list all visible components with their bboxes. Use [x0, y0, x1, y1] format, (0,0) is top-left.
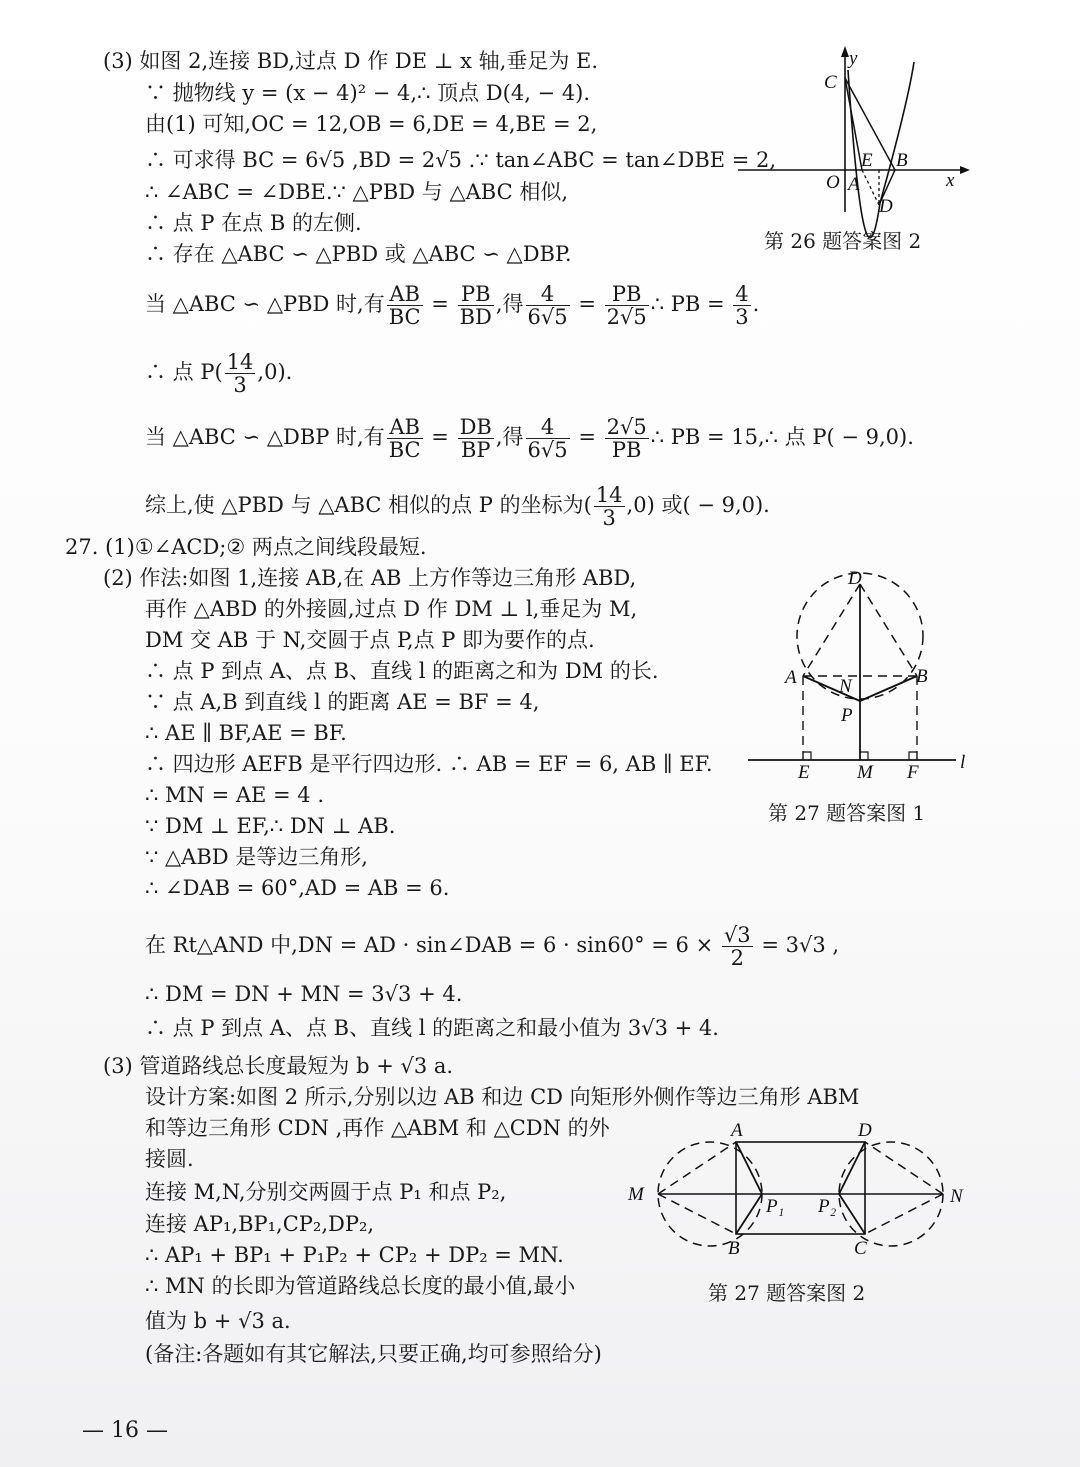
text-segment: ,得 — [495, 425, 524, 450]
text-line: 由(1) 可知,OC = 12,OB = 6,DE = 4,BE = 2, — [145, 112, 598, 136]
text-line: 27. (1)①∠ACD;② 两点之间线段最短. — [65, 535, 427, 559]
fraction: $\frac{14}{3}$ — [226, 350, 254, 398]
text-line: ∴ AE ∥ BF,AE = BF. — [145, 721, 347, 745]
formula-line — [145, 351, 292, 396]
segment-MA — [658, 1142, 736, 1194]
formula-line: 当 △ABC ∽ △PBD 时,有 $\frac{AB}{BC}$ = $\frac{PB}{BD}$ ,得 $\frac{4}{6√5}$ = $\frac{PB}{2√5}$ ∴ PB = $\frac{4}{3}$ . — [145, 282, 760, 330]
text-segment: 在 Rt△AND 中,DN = AD · sin∠DAB = 6 · sin60° = 6 × — [145, 933, 714, 958]
label-B: B — [896, 150, 908, 171]
label-E: E — [861, 150, 873, 171]
fraction: $\frac{4}{3}$ — [735, 282, 749, 330]
label-P2: P₂ — [818, 1196, 837, 1217]
label-A: A — [848, 174, 860, 195]
right-angle-E — [803, 752, 811, 760]
label-D: D — [848, 568, 862, 589]
label-y: y — [849, 48, 858, 69]
page-number: — 16 — — [82, 1418, 168, 1443]
text-segment: ,0). — [257, 360, 293, 385]
segment-CA — [845, 78, 862, 170]
label-x: x — [946, 170, 955, 191]
text-line: ∴ MN = AE = 4 . — [145, 783, 325, 807]
text-line: ∴ MN 的长即为管道路线总长度的最小值,最小 — [145, 1274, 576, 1298]
text-line: ∴ DM = DN + MN = 3√3 + 4. — [145, 982, 463, 1006]
text-segment: ,得 — [495, 292, 524, 317]
text-line: DM 交 AB 于 N,交圆于点 P,点 P 即为要作的点. — [145, 628, 595, 652]
figure-caption: 第 27 题答案图 1 — [768, 801, 926, 825]
label-C: C — [854, 1238, 867, 1259]
parabola-figure — [738, 42, 978, 217]
label-N: N — [839, 676, 852, 697]
fraction: $\frac{14}{3}$ — [595, 483, 623, 531]
text-line: ∴ 存在 △ABC ∽ △PBD 或 △ABC ∽ △DBP. — [145, 242, 572, 266]
text-line: ∴ 可求得 BC = 6√5 ,BD = 2√5 .∵ tan∠ABC = tan∠DBE = 2, — [145, 148, 777, 172]
text-line: ∴ AP₁ + BP₁ + P₁P₂ + CP₂ + DP₂ = MN. — [145, 1243, 564, 1267]
fraction: $\frac{√3}{2}$ — [723, 923, 751, 971]
equilateral-circle-figure — [748, 570, 978, 790]
fraction: $\frac{DB}{BP}$ — [459, 415, 492, 463]
text-line: 连接 AP₁,BP₁,CP₂,DP₂, — [145, 1212, 375, 1236]
label-A: A — [731, 1120, 743, 1141]
label-P: P — [841, 705, 853, 726]
text-line: ∵ DM ⊥ EF,∴ DN ⊥ AB. — [145, 814, 396, 838]
text-line: (3) 如图 2,连接 BD,过点 D 作 DE ⊥ x 轴,垂足为 E. — [103, 49, 599, 73]
label-B: B — [728, 1238, 740, 1259]
segment-DP2 — [839, 1142, 865, 1194]
label-F: F — [907, 762, 919, 783]
text-line: ∵ 点 A,B 到直线 l 的距离 AE = BF = 4, — [145, 690, 540, 714]
formula-line: 当 △ABC ∽ △DBP 时,有 $\frac{AB}{BC}$ = $\frac{DB}{BP}$ ,得 $\frac{4}{6√5}$ = $\frac{2√5}{PB}$ ∴ PB = 15,∴ 点 P( − 9,0). — [145, 415, 914, 463]
label-l: l — [960, 752, 966, 773]
text-line: 接圆. — [145, 1147, 194, 1171]
label-M: M — [857, 762, 873, 783]
text-segment: 当 △ABC ∽ △PBD 时,有 — [145, 292, 385, 317]
fraction: $\frac{AB}{BC}$ — [388, 415, 421, 463]
formula-line — [145, 484, 770, 529]
text-line: ∴ ∠ABC = ∠DBE.∵ △PBD 与 △ABC 相似, — [145, 180, 568, 204]
label-D: D — [858, 1120, 872, 1141]
text-line: 和等边三角形 CDN ,再作 △ABM 和 △CDN 的外 — [145, 1116, 610, 1140]
x-axis-arrow — [960, 166, 970, 174]
text-segment: = 3√3 , — [761, 933, 840, 958]
label-D: D — [879, 196, 893, 217]
formula-line — [145, 924, 839, 969]
text-segment: ∴ 点 P( — [145, 360, 223, 385]
segment-DA — [803, 584, 860, 676]
text-line: ∴ ∠DAB = 60°,AD = AB = 6. — [145, 876, 450, 900]
text-line: (3) 管道路线总长度最短为 b + √3 a. — [103, 1054, 454, 1078]
text-segment: ,0) 或( − 9,0). — [626, 493, 770, 518]
label-O: O — [826, 172, 840, 193]
segment-AD — [862, 170, 879, 205]
text-segment: ∴ PB = — [650, 292, 725, 317]
segment-DB — [860, 584, 917, 676]
right-angle-F — [909, 752, 917, 760]
segment-BP — [860, 676, 917, 701]
label-A: A — [785, 667, 797, 688]
figure-caption: 第 26 题答案图 2 — [764, 229, 922, 253]
fraction: $\frac{2√5}{PB}$ — [606, 415, 647, 463]
label-P1: P₁ — [766, 1196, 785, 1217]
text-line: ∴ 四边形 AEFB 是平行四边形. ∴ AB = EF = 6, AB ∥ EF. — [145, 752, 713, 776]
text-segment: 综上,使 △PBD 与 △ABC 相似的点 P 的坐标为( — [145, 493, 592, 518]
text-line: (备注:各题如有其它解法,只要正确,均可参照给分) — [145, 1342, 602, 1366]
text-segment: 当 △ABC ∽ △DBP 时,有 — [145, 425, 385, 450]
text-line: ∵ △ABD 是等边三角形, — [145, 845, 368, 869]
label-C: C — [824, 72, 837, 93]
fraction: $\frac{PB}{BD}$ — [459, 282, 492, 330]
label-M: M — [628, 1184, 644, 1205]
fraction: $\frac{AB}{BC}$ — [388, 282, 421, 330]
label-E: E — [798, 762, 810, 783]
text-line: ∴ 点 P 到点 A、点 B、直线 l 的距离之和最小值为 3√3 + 4. — [145, 1016, 719, 1040]
segment-ND — [865, 1142, 943, 1194]
text-line: ∵ 抛物线 y = (x − 4)² − 4,∴ 顶点 D(4, − 4). — [145, 81, 591, 105]
text-line: ∴ 点 P 在点 B 的左侧. — [145, 211, 362, 235]
fraction: $\frac{4}{6√5}$ — [527, 415, 568, 463]
label-N: N — [950, 1186, 963, 1207]
text-line: 连接 M,N,分别交两圆于点 P₁ 和点 P₂, — [145, 1180, 507, 1204]
text-segment: ∴ PB = 15,∴ 点 P( − 9,0). — [650, 425, 914, 450]
text-line: 设计方案:如图 2 所示,分别以边 AB 和边 CD 向矩形外侧作等边三角形 ABM — [145, 1085, 860, 1109]
rectangle-circles-figure — [625, 1118, 975, 1268]
fraction: $\frac{4}{6√5}$ — [527, 282, 568, 330]
text-line: ∴ 点 P 到点 A、点 B、直线 l 的距离之和为 DM 的长. — [145, 659, 659, 683]
fraction: $\frac{PB}{2√5}$ — [606, 282, 647, 330]
text-line: 值为 b + √3 a. — [145, 1309, 291, 1333]
figure-caption: 第 27 题答案图 2 — [708, 1281, 866, 1305]
text-line: 再作 △ABD 的外接圆,过点 D 作 DM ⊥ l,垂足为 M, — [145, 597, 638, 621]
segment-AP1 — [736, 1142, 762, 1194]
text-line: (2) 作法:如图 1,连接 AB,在 AB 上方作等边三角形 ABD, — [103, 566, 637, 590]
label-B: B — [916, 666, 928, 687]
y-axis-arrow — [841, 46, 849, 57]
right-angle-M — [860, 752, 868, 760]
